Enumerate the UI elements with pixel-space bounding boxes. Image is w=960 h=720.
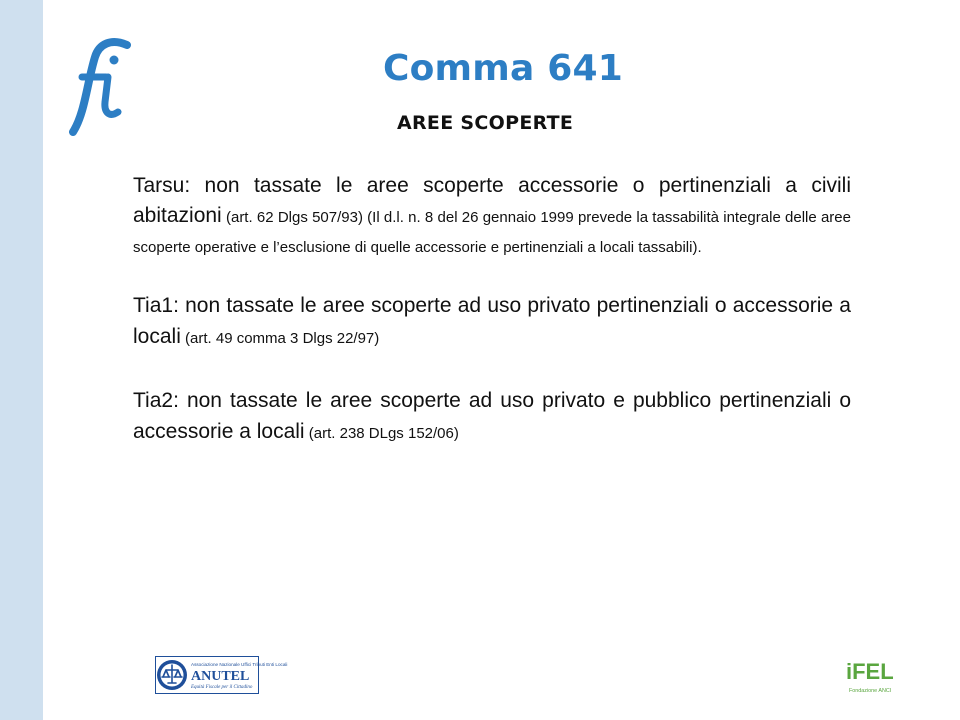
anutel-caption-top: Associazione Nazionale Uffici Tributi Enti Locali [191,662,288,667]
paragraph-detail: (art. 238 DLgs 152/06) [304,425,459,442]
fi-logo [58,34,136,138]
paragraph-tia1 [133,290,851,354]
anutel-logo [155,656,288,694]
ifel-caption: Fondazione ANCI [849,688,892,694]
anutel-caption-bottom: Equità Fiscale per il Cittadino [191,685,253,690]
left-accent-band [0,0,43,720]
ifel-logo [845,655,894,695]
paragraph-detail: (art. 62 Dlgs 507/93) (Il d.l. n. 8 del 26 gennaio 1999 prevede la tassabilità integrale delle aree scoperte operative e l’esclusione di quelle accessorie e pertinenziali a locali tassabili). [133,209,851,256]
paragraph-lead: Tarsu: non tassate le aree scoperte accessorie o pertinenziali a civili abitazioni [133,174,851,227]
anutel-wordmark: ANUTEL [191,669,250,684]
paragraph-tarsu [133,171,851,261]
slide-title: Comma 641 [383,48,623,89]
slide-subtitle: AREE SCOPERTE [397,112,574,134]
paragraph-tia2 [133,385,851,449]
paragraph-lead: Tia2: non tassate le aree scoperte ad uso privato e pubblico pertinenziali o accessorie a locali [133,389,851,443]
paragraph-lead: Tia1: non tassate le aree scoperte ad uso privato pertinenziali o accessorie a locali [133,294,851,348]
ifel-wordmark: iFEL [846,659,894,684]
slide-body [133,171,851,449]
paragraph-detail: (art. 49 comma 3 Dlgs 22/97) [180,330,380,347]
